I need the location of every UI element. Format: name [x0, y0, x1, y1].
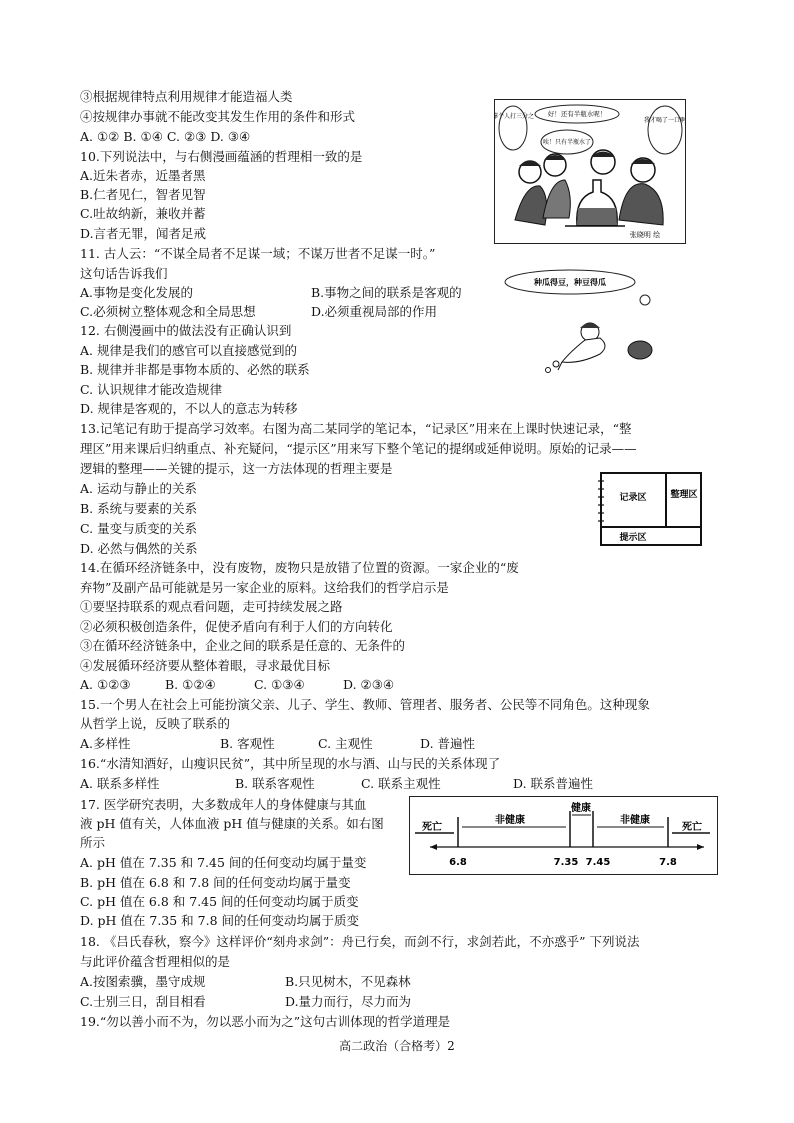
line-q14-c: C. ①③④	[254, 677, 305, 692]
line-q10-a: A.近朱者赤，近墨者黑	[80, 168, 206, 183]
line-q13-c: C. 量变与质变的关系	[80, 521, 198, 536]
line-q14-stem2: 弃物”及副产品可能就是另一家企业的原料。这给我们的哲学启示是	[80, 580, 449, 595]
line-q18-stem1: 18. 《吕氏春秋，察今》这样评价“刻舟求剑”：舟已行矣，而剑不行，求剑若此，不亦惑乎” 下列说法	[80, 934, 640, 949]
tick-7-8: 7.8	[659, 857, 677, 868]
line-q15-b: B. 客观性	[220, 736, 275, 751]
cartoon-half-bottle-drawing	[495, 100, 685, 243]
planting-bubble-text: 种瓜得豆，种豆得瓜	[534, 278, 606, 287]
line-q11-c: C.必须树立整体观念和全局思想	[80, 304, 256, 319]
bubble-left-text: 撑个人打三分之	[495, 113, 535, 120]
page-footer: 高二政治（合格考）2	[339, 1039, 455, 1053]
line-q13-stem3: 逻辑的整理——关键的提示，这一方法体现的哲理主要是	[80, 461, 393, 476]
line-q12-d: D. 规律是客观的，不以人的意志为转移	[80, 401, 298, 416]
line-q13-a: A. 运动与静止的关系	[80, 481, 197, 496]
line-q10-d: D.言者无罪，闻者足戒	[80, 226, 207, 241]
line-q11-d: D.必须重视局部的作用	[311, 304, 438, 319]
line-q14-b: B. ①②④	[165, 677, 216, 692]
line-q17-d: D. pH 值在 7.35 和 7.8 间的任何变动均属于质变	[80, 913, 360, 928]
line-q13-stem1: 13.记笔记有助于提高学习效率。右图为高二某同学的笔记本，“记录区”用来在上课时快速记录，“整	[80, 421, 632, 436]
line-q12-b: B. 规律并非都是事物本质的、必然的联系	[80, 362, 310, 377]
notebook-drawing	[597, 471, 705, 549]
bubble-mid-text: 好！还有半瓶水呢！	[547, 110, 607, 118]
line-q18-stem2: 与此评价蕴含哲理相似的是	[80, 954, 231, 969]
line-q18-d: D.量力而行，尽力而为	[285, 994, 412, 1009]
line-q14-d: D. ②③④	[343, 677, 395, 692]
line-q17-a: A. pH 值在 7.35 和 7.45 间的任何变动均属于量变	[80, 855, 367, 870]
line-q11-a: A.事物是变化发展的	[80, 285, 194, 300]
line-q12-c: C. 认识规律才能改造规律	[80, 382, 223, 397]
line-q13-stem2: 理区”用来课后归纳重点、补充疑问，“提示区”用来写下整个笔记的提纲或延伸说明。原始的记录——	[80, 441, 637, 456]
line-q13-b: B. 系统与要素的关系	[80, 501, 198, 516]
line-q10-b: B.仁者见仁，智者见智	[80, 187, 206, 202]
line-q15-a: A.多样性	[80, 736, 131, 751]
label-death-right: 死亡	[682, 822, 702, 833]
ph-health-chart	[409, 796, 718, 875]
line-q16-a: A. 联系多样性	[80, 776, 160, 791]
cartoon-planting	[500, 262, 665, 377]
line-q9-opt3: ③根据规律特点利用规律才能造福人类	[80, 89, 293, 104]
line-q14-a: A. ①②③	[80, 677, 131, 692]
line-q16-c: C. 联系主观性	[361, 776, 441, 791]
line-q14-opt4: ④发展循环经济要从整体着眼，寻求最优目标	[80, 658, 331, 673]
cartoon-half-bottle	[494, 99, 686, 244]
line-q16-b: B. 联系客观性	[235, 776, 315, 791]
ph-health-drawing	[410, 797, 717, 874]
line-q17-b: B. pH 值在 6.8 和 7.8 间的任何变动均属于量变	[80, 875, 351, 890]
line-q17-stem2: 液 pH 值有关，人体血液 pH 值与健康的关系。如右图	[80, 816, 384, 831]
tick-6-8: 6.8	[449, 857, 467, 868]
line-q17-stem3: 所示	[80, 835, 106, 850]
line-q9-opt4: ④按规律办事就不能改变其发生作用的条件和形式	[80, 109, 356, 124]
line-q17-c: C. pH 值在 6.8 和 7.45 间的任何变动均属于质变	[80, 894, 359, 909]
line-q18-a: A.按图索骥，墨守成规	[80, 974, 206, 989]
line-q10-c: C.吐故纳新，兼收并蓄	[80, 206, 206, 221]
line-q11-stem: 11. 古人云：“不谋全局者不足谋一域；不谋万世者不足谋一时。”	[80, 246, 436, 261]
bubble-mid2-text: 唉！只有半瓶水了	[542, 139, 592, 146]
line-q15-stem2: 从哲学上说，反映了联系的	[80, 716, 231, 731]
line-q11-stem2: 这句话告诉我们	[80, 266, 168, 281]
notebook-organize-zone: 整理区	[670, 490, 698, 500]
line-q16-stem: 16.“水清知酒好，山瘦识民贫”，其中所呈现的水与酒、山与民的关系体现了	[80, 756, 501, 771]
line-q9-choices: A. ①② B. ①④ C. ②③ D. ③④	[80, 129, 251, 144]
line-q18-c: C.士别三日，刮目相看	[80, 994, 206, 1009]
line-q16-d: D. 联系普遍性	[513, 776, 594, 791]
line-q15-d: D. 普遍性	[420, 736, 476, 751]
label-unhealthy-left: 非健康	[495, 815, 525, 826]
line-q14-opt3: ③在循环经济链条中，企业之间的联系是任意的、无条件的	[80, 638, 406, 653]
cartoon-planting-drawing	[500, 262, 665, 377]
line-q12-a: A. 规律是我们的感官可以直接感觉到的	[80, 343, 297, 358]
notebook-record-zone: 记录区	[619, 493, 647, 503]
cartoon-credit: 张晓明 绘	[629, 231, 661, 239]
tick-7-45: 7.45	[585, 857, 611, 868]
label-healthy: 健康	[571, 803, 591, 814]
line-q18-b: B.只见树木，不见森林	[285, 974, 411, 989]
line-q11-b: B.事物之间的联系是客观的	[311, 285, 462, 300]
notebook-hint-zone: 提示区	[619, 533, 647, 543]
bubble-right-text: 我才喝了一口啊	[643, 117, 685, 124]
label-death-left: 死亡	[422, 822, 442, 833]
line-q15-stem1: 15.一个男人在社会上可能扮演父亲、儿子、学生、教师、管理者、服务者、公民等不同角色。这种现象	[80, 697, 650, 712]
line-q12-stem: 12. 右侧漫画中的做法没有正确认识到	[80, 323, 292, 338]
line-q10-stem: 10.下列说法中，与右侧漫画蕴涵的哲理相一致的是	[80, 149, 363, 164]
line-q19-stem: 19.“勿以善小而不为，勿以恶小而为之”这句古训体现的哲学道理是	[80, 1014, 451, 1029]
line-q14-opt2: ②必须积极创造条件，促使矛盾向有利于人们的方向转化	[80, 619, 393, 634]
line-q14-opt1: ①要坚持联系的观点看问题，走可持续发展之路	[80, 599, 343, 614]
label-unhealthy-right: 非健康	[620, 815, 650, 826]
line-q15-c: C. 主观性	[318, 736, 373, 751]
line-q14-stem1: 14.在循环经济链条中，没有废物，废物只是放错了位置的资源。一家企业的“废	[80, 560, 519, 575]
line-q13-d: D. 必然与偶然的关系	[80, 541, 198, 556]
notebook-figure	[597, 471, 705, 549]
tick-7-35: 7.35	[553, 857, 579, 868]
line-q17-stem1: 17. 医学研究表明，大多数成年人的身体健康与其血	[80, 797, 367, 812]
